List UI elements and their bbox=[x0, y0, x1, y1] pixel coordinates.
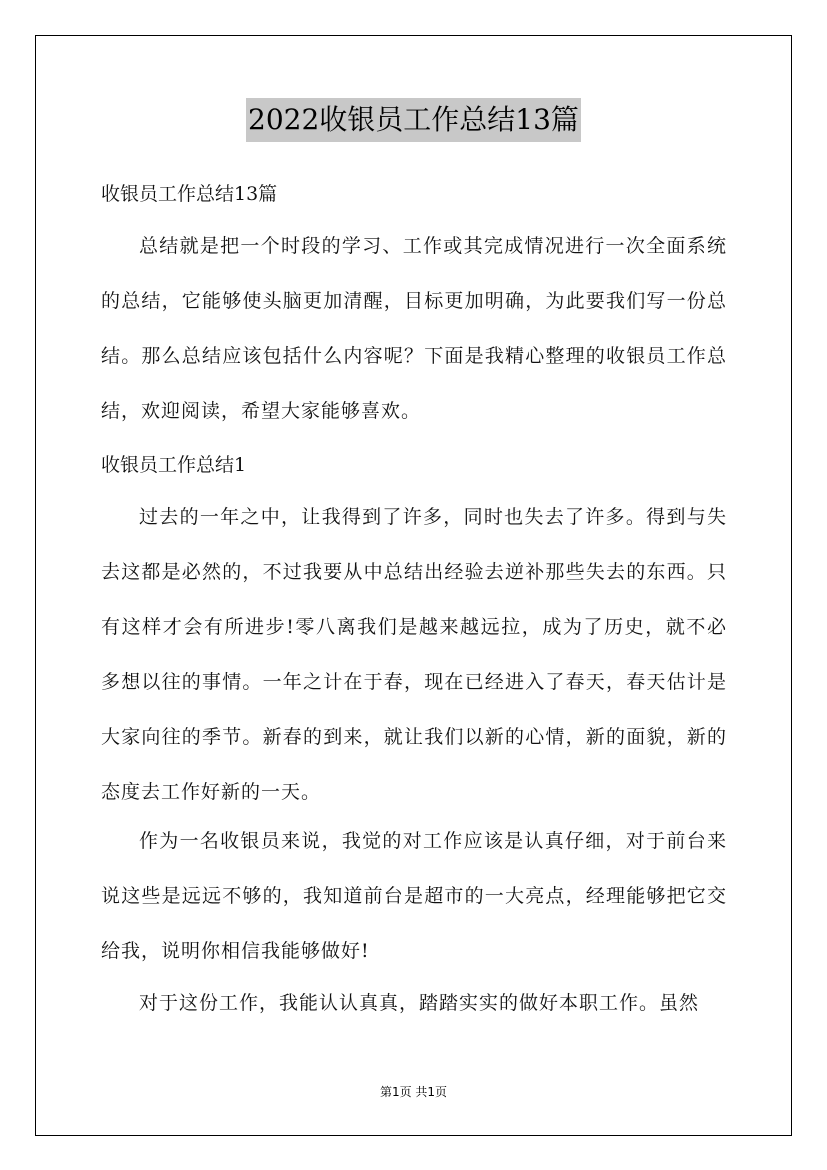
title-container bbox=[0, 98, 827, 142]
body-paragraph-2: 作为一名收银员来说，我觉的对工作应该是认真仔细，对于前台来说这些是远远不够的，我知道前台是超市的一大亮点，经理能够把它交给我，说明你相信我能够做好! bbox=[101, 830, 727, 962]
section-heading: 收银员工作总结1 bbox=[101, 454, 247, 476]
document-subtitle: 收银员工作总结13篇 bbox=[101, 183, 278, 205]
body-paragraph-1: 过去的一年之中，让我得到了许多，同时也失去了许多。得到与失去这都是必然的，不过我要从中总结出经验去逆补那些失去的东西。只有这样才会有所进步!零八离我们是越来越远拉，成为了历史，就不必多想以往的事情。一年之计在于春，现在已经进入了春天，春天估计是大家向往的季节。新春的到来，就让我们以新的心情，新的面貌，新的态度去工作好新的一天。 bbox=[101, 506, 727, 803]
page-footer: 第1页 共1页 bbox=[379, 1085, 448, 1099]
document-title: 2022收银员工作总结13篇 bbox=[246, 98, 581, 142]
intro-paragraph: 总结就是把一个时段的学习、工作或其完成情况进行一次全面系统的总结，它能够使头脑更加清醒，目标更加明确，为此要我们写一份总结。那么总结应该包括什么内容呢？下面是我精心整理的收银员工作总结，欢迎阅读，希望大家能够喜欢。 bbox=[101, 235, 727, 422]
body-paragraph-3: 对于这份工作，我能认认真真，踏踏实实的做好本职工作。虽然 bbox=[139, 992, 700, 1014]
